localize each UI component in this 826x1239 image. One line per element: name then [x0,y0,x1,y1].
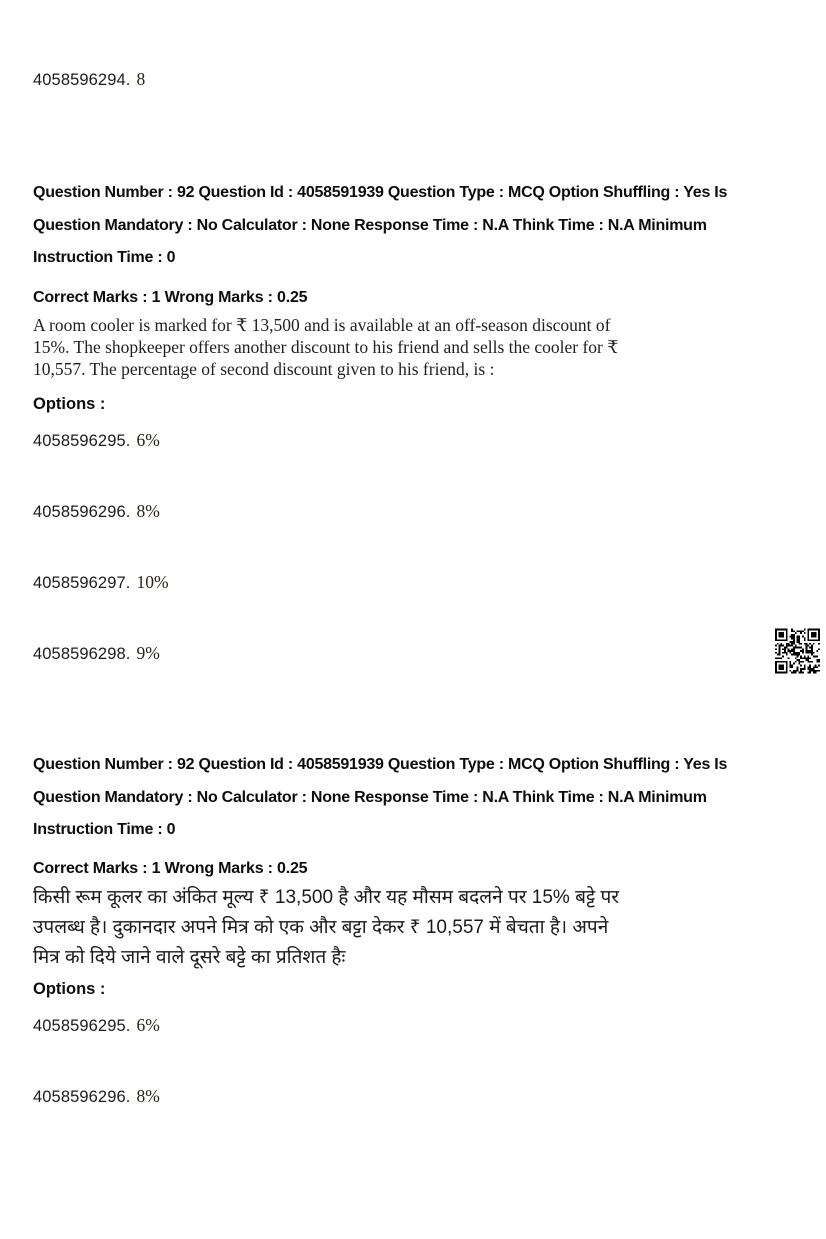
option-id: 4058596298. [33,645,131,664]
option-row [33,431,802,451]
option-value: 6% [136,1014,160,1035]
option-value: 6% [136,430,160,451]
question-text-hindi [33,883,802,973]
option-row [33,1016,802,1036]
option-id: 4058596295. [33,432,131,451]
option-value: 9% [136,643,160,664]
option-value: 10% [136,572,169,593]
option-id: 4058596296. [33,503,131,522]
option-row [33,573,802,593]
option-id: 4058596297. [33,574,131,593]
options-label: Options : [33,979,106,998]
question-meta-line: Question Number : 92 Question Id : 4058591939 Question Type : MCQ Option Shuffling : Yes Is [33,756,728,774]
question-text-line: 10,557. The percentage of second discount given to his friend, is : [33,359,495,380]
question-text-line: 15%. The shopkeeper offers another discount to his friend and sells the cooler for ₹ [33,336,619,357]
option-value: 8% [136,501,160,522]
question-meta-header [33,177,802,275]
question-meta-line: Instruction Time : 0 [33,249,176,266]
option-id: 4058596296. [33,1087,131,1106]
option-value: 8% [136,1085,160,1106]
question-meta-header [33,749,802,847]
option-id: 4058596295. [33,1016,131,1035]
marks-line: Correct Marks : 1 Wrong Marks : 0.25 [33,859,308,877]
question-text-line: किसी रूम कूलर का अंकित मूल्य ₹ 13,500 है और यह मौसम बदलने पर 15% बट्टे पर [33,886,620,908]
question-text-line: A room cooler is marked for ₹ 13,500 and is available at an off-season discount of [33,314,611,335]
question-paper-page [0,70,826,1239]
options-label: Options : [33,395,106,414]
question-meta-line: Question Number : 92 Question Id : 4058591939 Question Type : MCQ Option Shuffling : Yes Is [33,184,728,201]
option-value: 8 [136,69,146,89]
qr-code [775,628,820,674]
option-row [33,644,802,664]
question-text-line: मित्र को दिये जाने वाले दूसरे बट्टे का प्रतिशत हैः [33,946,346,968]
marks-line: Correct Marks : 1 Wrong Marks : 0.25 [33,288,308,306]
option-row [33,502,802,522]
question-meta-line: Question Mandatory : No Calculator : None Response Time : N.A Think Time : N.A Minimum [33,788,707,806]
question-text-line: उपलब्ध है। दुकानदार अपने मित्र को एक और बट्टा देकर ₹ 10,557 में बेचता है। अपने [33,916,609,938]
question-block-hindi [33,749,802,1107]
question-meta-line: Instruction Time : 0 [33,821,176,839]
question-meta-line: Question Mandatory : No Calculator : None Response Time : N.A Think Time : N.A Minimum [33,216,707,234]
question-text-english [33,314,802,381]
option-id: 4058596294. [33,71,131,89]
question-block-english [33,177,802,664]
option-row [33,1087,802,1107]
option-row [33,70,802,90]
